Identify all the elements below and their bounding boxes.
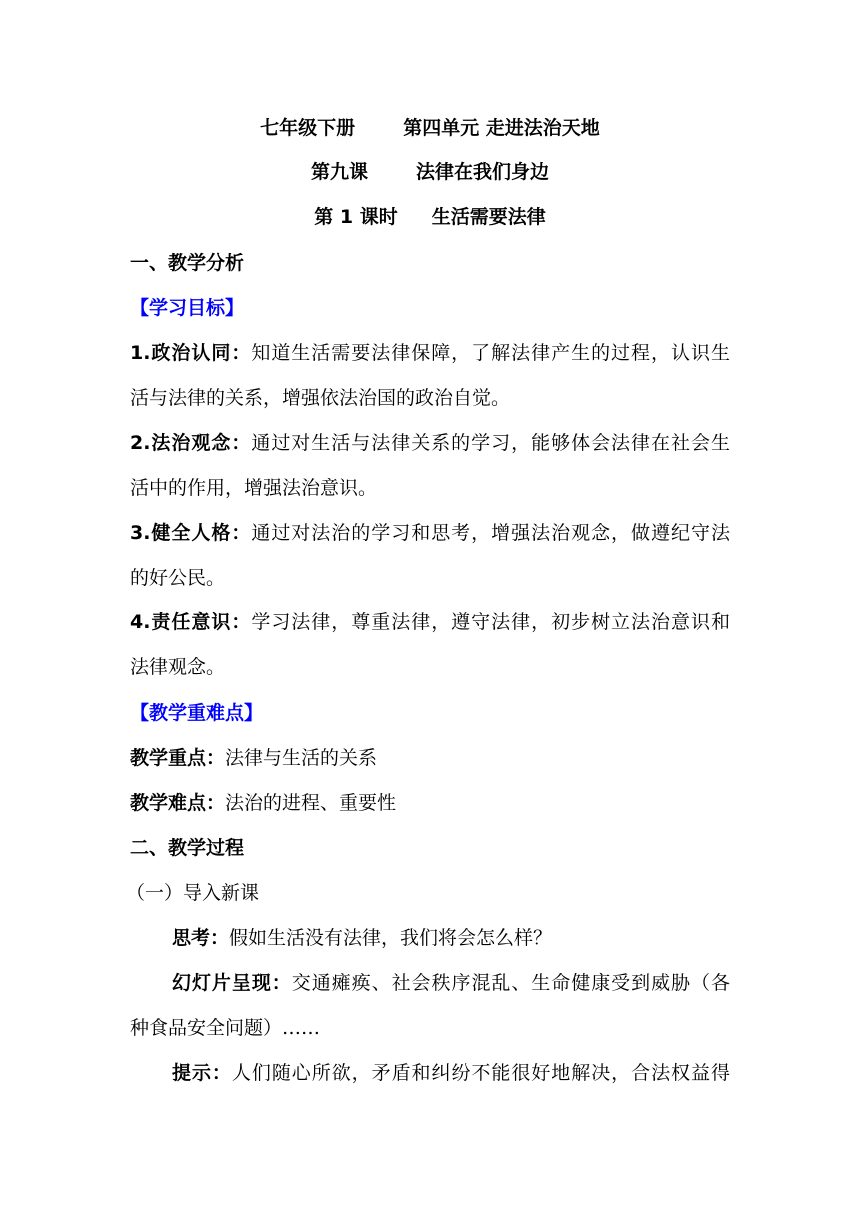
goal-3-label: 3.健全人格： <box>130 522 252 544</box>
goal-3-line-2: 的好公民。 <box>130 567 226 589</box>
slide-line-1 <box>172 971 730 995</box>
think-label: 思考： <box>172 927 230 949</box>
lesson-number: 第九课 <box>310 161 368 183</box>
difficult-point-label: 教学难点： <box>130 792 226 814</box>
goal-1-text: 知道生活需要法律保障，了解法律产生的过程，认识生 <box>251 342 730 364</box>
hint-text: 人们随心所欲，矛盾和纠纷不能很好地解决，合法权益得 <box>231 1062 730 1084</box>
title-line-3 <box>0 205 860 229</box>
goal-4-line-1 <box>130 610 730 634</box>
goal-1-label: 1.政治认同： <box>130 342 252 364</box>
goal-2-line-2: 活中的作用，增强法治意识。 <box>130 477 378 499</box>
key-point-label: 教学重点： <box>130 747 226 769</box>
think-text: 假如生活没有法律，我们将会怎么样？ <box>229 927 553 949</box>
period-number: 第 1 课时 <box>314 206 398 228</box>
slide-label: 幻灯片呈现： <box>172 972 292 994</box>
goal-2-line-1 <box>130 431 730 455</box>
unit-label: 第四单元 走进法治天地 <box>403 117 600 139</box>
key-point-text: 法律与生活的关系 <box>225 747 378 769</box>
title-line-2 <box>0 160 860 184</box>
goals-heading: 【学习目标】 <box>130 297 245 319</box>
goal-3-line-1 <box>130 521 730 545</box>
think-line <box>172 926 730 950</box>
subsection-intro: （一）导入新课 <box>126 882 260 904</box>
section-heading-process: 二、教学过程 <box>130 837 245 859</box>
section-heading-analysis: 一、教学分析 <box>130 252 245 274</box>
goal-4-text: 学习法律，尊重法律，遵守法律，初步树立法治意识和 <box>251 611 730 633</box>
goal-2-label: 2.法治观念： <box>130 432 252 454</box>
goal-4-line-2: 法律观念。 <box>130 656 226 678</box>
goal-3-text: 通过对法治的学习和思考，增强法治观念，做遵纪守法 <box>251 522 730 544</box>
grade-label: 七年级下册 <box>260 117 356 139</box>
goal-1-line-2: 活与法律的关系，增强依法治国的政治自觉。 <box>130 387 511 409</box>
slide-line-2: 种食品安全问题）…… <box>130 1017 321 1039</box>
goal-4-label: 4.责任意识： <box>130 611 252 633</box>
hint-label: 提示： <box>172 1062 232 1084</box>
difficult-point-line <box>130 791 730 815</box>
difficult-point-text: 法治的进程、重要性 <box>225 792 397 814</box>
goal-1-line-1 <box>130 341 730 365</box>
lesson-title: 法律在我们身边 <box>416 161 550 183</box>
key-point-line <box>130 746 730 770</box>
title-line-1 <box>0 116 860 140</box>
goal-2-text: 通过对生活与法律关系的学习，能够体会法律在社会生 <box>251 432 730 454</box>
period-title: 生活需要法律 <box>431 206 546 228</box>
keypoints-heading: 【教学重难点】 <box>130 702 264 724</box>
hint-line-1 <box>172 1061 730 1085</box>
slide-text: 交通瘫痪、社会秩序混乱、生命健康受到威胁（各 <box>291 972 730 994</box>
